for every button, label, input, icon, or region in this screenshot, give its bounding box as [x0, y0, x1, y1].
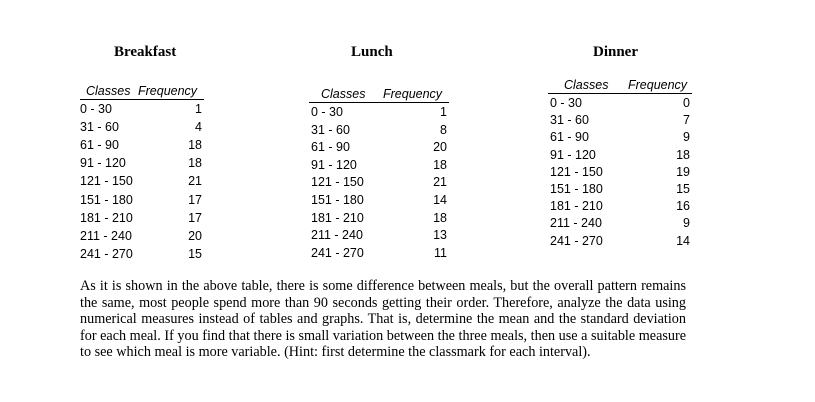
class-interval: 91 - 120: [80, 156, 126, 171]
frequency-value: 15: [188, 246, 202, 261]
instructions-paragraph: As it is shown in the above table, there is some difference between meals, but the overall pattern remains the same, most people spend more than 90 seconds getting their order. Therefore, analyze the data using numerical measures instead of tables and graphs. That is, determine the mean and the standard deviation for each meal. If you find that there is small variation between the three meals, then use a suitable measure to see which meal is more variable. (Hint: first determine the classmark for each interval).: [80, 278, 686, 361]
breakfast-heading: Breakfast: [114, 44, 177, 60]
dinner-table-header: [548, 77, 692, 94]
table-row: [80, 138, 204, 156]
table-row: [309, 228, 449, 246]
frequency-value: 17: [188, 210, 202, 225]
frequency-value: 21: [433, 175, 447, 190]
table-row: [80, 247, 204, 265]
class-interval: 0 - 30: [311, 105, 343, 119]
lunch-table-header: [309, 86, 449, 103]
class-interval: 61 - 90: [80, 138, 119, 153]
table-row: [548, 96, 692, 113]
frequency-value: 15: [676, 182, 690, 196]
table-row: [80, 229, 204, 247]
class-interval: 91 - 120: [550, 147, 596, 162]
table-row: [80, 102, 204, 120]
frequency-value: 18: [188, 156, 202, 171]
frequency-header: Frequency: [138, 84, 198, 98]
class-interval: 211 - 240: [311, 228, 363, 243]
frequency-value: 18: [188, 138, 202, 153]
frequency-value: 14: [433, 193, 447, 207]
frequency-value: 18: [433, 210, 447, 225]
frequency-value: 21: [188, 174, 202, 189]
frequency-value: 20: [188, 228, 202, 243]
class-interval: 91 - 120: [311, 157, 357, 172]
frequency-value: 11: [434, 245, 447, 260]
frequency-value: 17: [188, 192, 202, 207]
frequency-header: Frequency: [383, 87, 443, 101]
class-interval: 181 - 210: [550, 199, 603, 214]
class-interval: 151 - 180: [311, 193, 364, 207]
class-interval: 241 - 270: [311, 245, 364, 260]
table-row: [309, 140, 449, 158]
class-interval: 241 - 270: [80, 246, 133, 261]
class-interval: 151 - 180: [80, 192, 133, 207]
frequency-value: 18: [433, 157, 447, 172]
frequency-value: 19: [676, 164, 690, 179]
table-row: [548, 234, 692, 251]
frequency-value: 8: [440, 122, 447, 137]
table-row: [309, 158, 449, 176]
frequency-value: 20: [433, 140, 447, 155]
class-interval: 0 - 30: [550, 96, 582, 110]
lunch-table-body: [309, 103, 449, 261]
class-interval: 31 - 60: [80, 120, 119, 135]
frequency-value: 1: [195, 102, 202, 116]
frequency-value: 4: [195, 120, 202, 135]
class-interval: 121 - 150: [550, 164, 603, 179]
table-row: [309, 193, 449, 211]
frequency-header: Frequency: [628, 78, 688, 92]
breakfast-table-header: [80, 83, 204, 100]
frequency-value: 16: [676, 199, 690, 214]
table-row: [80, 156, 204, 174]
lunch-heading: Lunch: [351, 44, 393, 60]
class-interval: 211 - 240: [80, 228, 132, 243]
table-row: [548, 165, 692, 182]
frequency-value: 18: [676, 147, 690, 162]
class-interval: 241 - 270: [550, 233, 603, 248]
class-interval: 31 - 60: [550, 113, 589, 128]
table-row: [548, 216, 692, 233]
class-interval: 31 - 60: [311, 122, 350, 137]
table-row: [548, 113, 692, 130]
class-interval: 211 - 240: [550, 216, 602, 231]
table-row: [548, 148, 692, 165]
class-interval: 181 - 210: [311, 210, 364, 225]
dinner-table-body: [548, 94, 692, 249]
table-row: [548, 130, 692, 147]
table-row: [80, 211, 204, 229]
table-row: [309, 105, 449, 123]
class-interval: 151 - 180: [550, 182, 603, 196]
classes-header: Classes: [86, 84, 131, 98]
frequency-value: 9: [683, 130, 690, 145]
class-interval: 121 - 150: [80, 174, 133, 189]
breakfast-table: [80, 83, 204, 263]
table-row: [309, 123, 449, 141]
frequency-value: 0: [683, 96, 690, 110]
frequency-value: 9: [683, 216, 690, 231]
table-row: [80, 174, 204, 192]
table-row: [309, 211, 449, 229]
table-row: [80, 193, 204, 211]
table-row: [309, 175, 449, 193]
classes-header: Classes: [321, 87, 366, 101]
table-row: [80, 120, 204, 138]
class-interval: 121 - 150: [311, 175, 364, 190]
classes-header: Classes: [564, 78, 609, 92]
breakfast-table-body: [80, 100, 204, 263]
table-row: [548, 182, 692, 199]
frequency-value: 14: [676, 233, 690, 248]
class-interval: 0 - 30: [80, 102, 112, 116]
frequency-value: 13: [433, 228, 447, 243]
dinner-table: [548, 77, 692, 249]
frequency-value: 1: [440, 105, 447, 119]
class-interval: 61 - 90: [311, 140, 350, 155]
dinner-heading: Dinner: [593, 44, 638, 60]
class-interval: 181 - 210: [80, 210, 133, 225]
class-interval: 61 - 90: [550, 130, 589, 145]
table-row: [309, 246, 449, 264]
table-row: [548, 199, 692, 216]
frequency-value: 7: [683, 113, 690, 128]
lunch-table: [309, 86, 449, 261]
